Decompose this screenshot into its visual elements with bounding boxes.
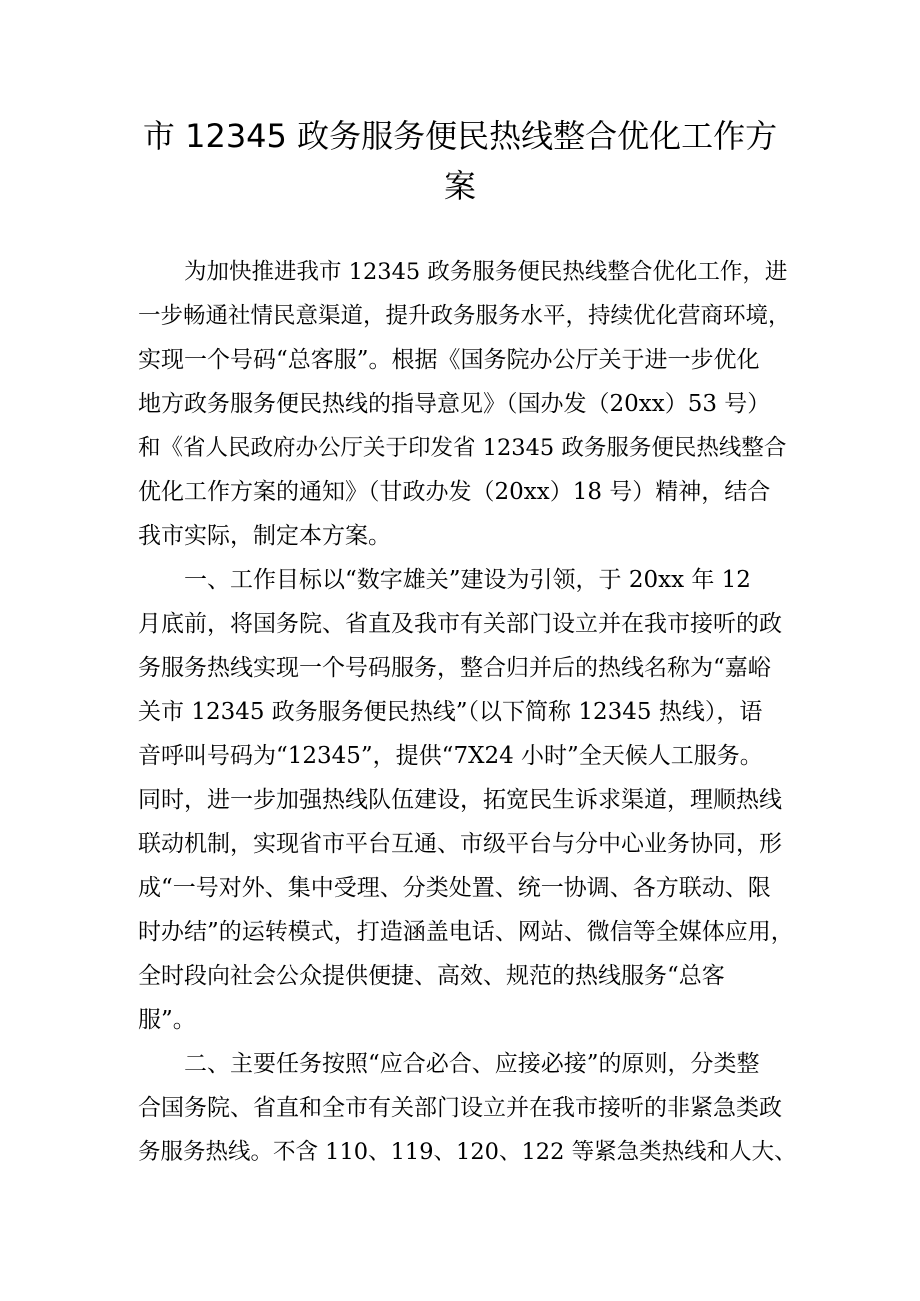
paragraph-2-line: 时办结”的运转模式，打造涵盖电话、网站、微信等全媒体应用， bbox=[138, 919, 794, 945]
paragraph-1-line: 一步畅通社情民意渠道，提升政务服务水平，持续优化营商环境， bbox=[138, 303, 791, 329]
document-title-line-2: 案 bbox=[443, 167, 476, 205]
paragraph-2-line: 一、工作目标以“数字雄关”建设为引领，于 20xx 年 12 bbox=[184, 567, 751, 593]
paragraph-1-line: 我市实际，制定本方案。 bbox=[138, 523, 391, 549]
paragraph-1-line: 和《省人民政府办公厅关于印发省 12345 政务服务便民热线整合 bbox=[138, 435, 787, 461]
paragraph-1-line: 优化工作方案的通知》（甘政办发（20xx）18 号）精神，结合 bbox=[138, 479, 771, 505]
document-title-line-1: 市 12345 政务服务便民热线整合优化工作方 bbox=[142, 117, 778, 155]
paragraph-1-line: 为加快推进我市 12345 政务服务便民热线整合优化工作，进 bbox=[184, 259, 788, 285]
paragraph-1-line: 地方政务服务便民热线的指导意见》（国办发（20xx）53 号） bbox=[138, 391, 771, 417]
paragraph-2-line: 同时，进一步加强热线队伍建设，拓宽民生诉求渠道，理顺热线 bbox=[138, 787, 782, 813]
paragraph-2-line: 月底前，将国务院、省直及我市有关部门设立并在我市接听的政 bbox=[138, 611, 782, 637]
paragraph-2-line: 成“一号对外、集中受理、分类处置、统一协调、各方联动、限 bbox=[138, 875, 771, 901]
paragraph-1-line: 实现一个号码“总客服”。根据《国务院办公厅关于进一步优化 bbox=[138, 347, 760, 373]
paragraph-2-line: 全时段向社会公众提供便捷、高效、规范的热线服务“总客 bbox=[138, 963, 725, 989]
paragraph-2-line: 服”。 bbox=[138, 1007, 196, 1033]
paragraph-3-line: 务服务热线。不含 110、119、120、122 等紧急类热线和人大、 bbox=[138, 1139, 797, 1165]
paragraph-2-line: 音呼叫号码为“12345”，提供“7X24 小时”全天候人工服务。 bbox=[138, 743, 763, 769]
paragraph-2-line: 联动机制，实现省市平台互通、市级平台与分中心业务协同，形 bbox=[138, 831, 782, 857]
paragraph-3-line: 二、主要任务按照“应合必合、应接必接”的原则，分类整 bbox=[184, 1051, 760, 1077]
paragraph-3-line: 合国务院、省直和全市有关部门设立并在我市接听的非紧急类政 bbox=[138, 1095, 782, 1121]
paragraph-2-line: 关市 12345 政务服务便民热线”（以下简称 12345 热线），语 bbox=[138, 699, 763, 725]
paragraph-2-line: 务服务热线实现一个号码服务，整合归并后的热线名称为“嘉峪 bbox=[138, 655, 771, 681]
